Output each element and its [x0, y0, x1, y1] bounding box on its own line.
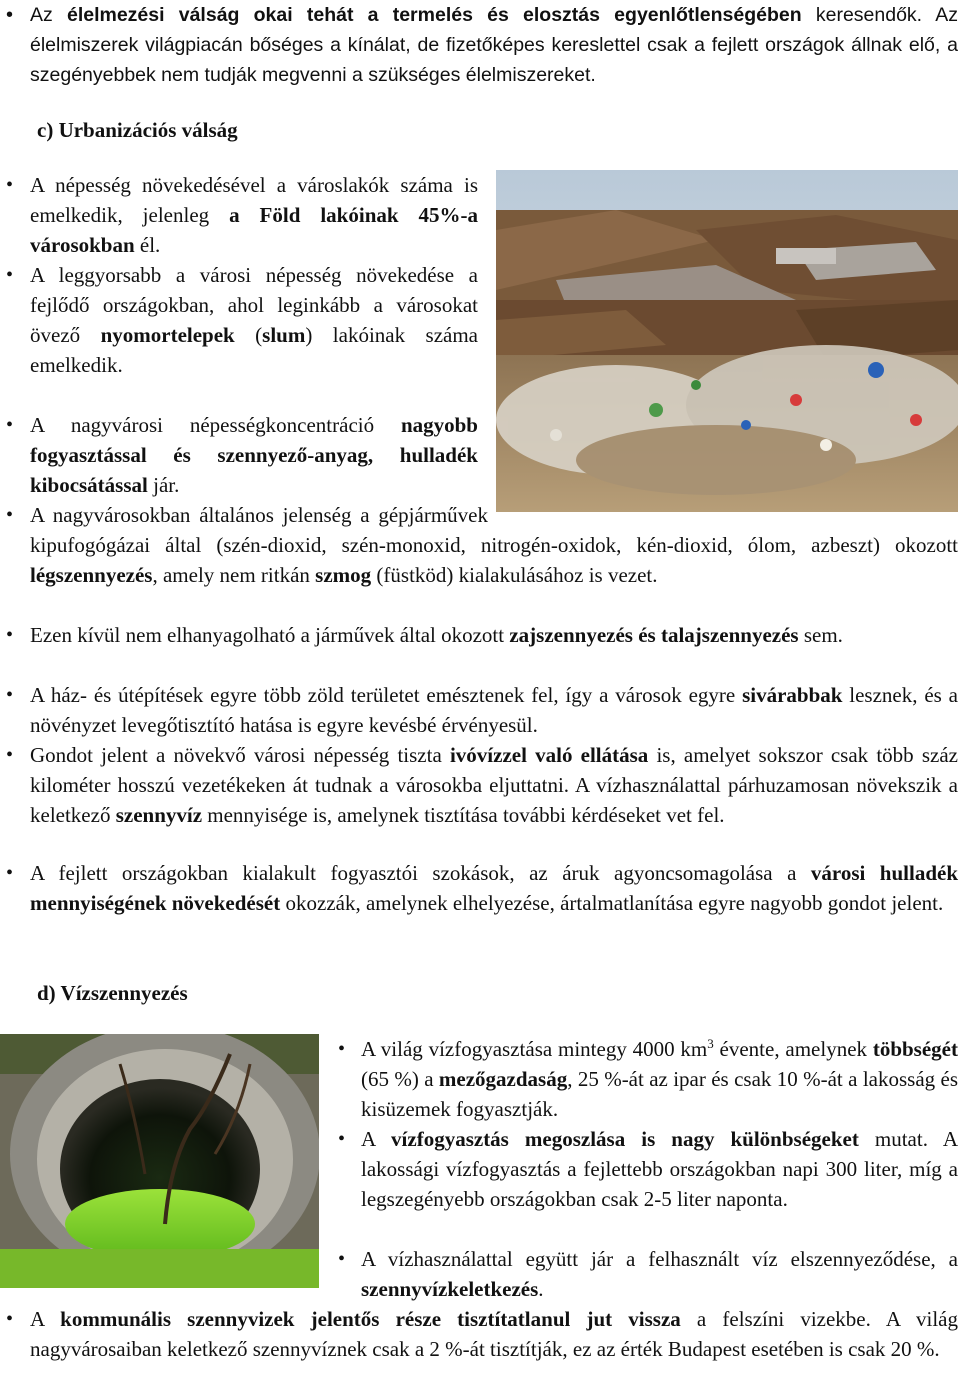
list-item: [30, 260, 478, 380]
list-item: [361, 1124, 958, 1214]
bullet-icon: •: [6, 624, 14, 646]
bullet-icon: •: [6, 4, 14, 26]
bullet-icon: •: [6, 862, 14, 884]
intro-bold: élelmezési válság okai tehát a termelés és elosztás egyenlőtlenségében: [66, 4, 802, 26]
item-text: évente, amelynek: [713, 1037, 873, 1061]
item-bold: a Föld lakóinak 45%-a városokban: [30, 203, 478, 257]
item-text: (65 %) a: [361, 1067, 439, 1091]
bullet-icon: •: [6, 744, 14, 766]
list-item: [30, 170, 478, 260]
item-bold: ivóvízzel való ellátása: [449, 743, 649, 767]
slum-garbage-photo: [496, 170, 958, 512]
item-text: A vízhasználattal együtt jár a felhasznált víz elszennyeződése, a: [361, 1247, 958, 1271]
item-text: Ezen kívül nem elhanyagolható a járművek által okozott: [30, 623, 510, 647]
item-text: A: [361, 1127, 392, 1151]
item-text: .: [538, 1277, 544, 1301]
item-text: A népesség növekedésével a városlakók száma is emelkedik, jelenleg: [30, 173, 478, 227]
list-item: [30, 680, 958, 740]
item-bold: városi hulladék mennyiségének növekedését: [30, 861, 958, 915]
item-bold: szmog: [315, 563, 372, 587]
section-heading-d: d) Vízszennyezés: [37, 981, 188, 1005]
item-bold: nyomortelepek: [100, 323, 235, 347]
item-bold: szennyvíz: [115, 803, 203, 827]
item-text: , amely nem ritkán: [152, 563, 316, 587]
intro-paragraph: [30, 0, 958, 90]
item-text: okozzák, amelynek elhelyezése, ártalmatlanítása egyre nagyobb gondot jelent.: [280, 891, 944, 915]
bullet-icon: •: [338, 1038, 346, 1060]
item-text: ) lakóinak száma emelkedik.: [30, 323, 478, 377]
item-text: A ház- és útépítések egyre több zöld területet emésztenek fel, így a városok egyre: [30, 683, 743, 707]
sewage-pipe-photo: [0, 1034, 319, 1288]
item-text: A: [30, 1307, 61, 1331]
item-bold: vízfogyasztás megoszlása is nagy különbségeket: [391, 1127, 859, 1151]
item-text: (füstköd) kialakulásához is vezet.: [371, 563, 658, 587]
list-item: [30, 1304, 958, 1364]
bullet-icon: •: [6, 414, 14, 436]
item-bold: mezőgazdaság: [438, 1067, 568, 1091]
item-bold: zajszennyezés és talajszennyezés: [509, 623, 799, 647]
item-text: A világ vízfogyasztása mintegy 4000 km: [361, 1037, 708, 1061]
list-item: [30, 410, 478, 500]
item-text: jár.: [147, 473, 180, 497]
bullet-icon: •: [6, 264, 14, 286]
item-text: Gondot jelent a növekvő városi népesség tiszta: [30, 743, 450, 767]
item-text: A nagyvárosokban általános jelenség a gépjárművek kipufogógázai által (szén-dioxid, szén-monoxid, nitrogén-oxidok, kén-dioxid, ólom, azbeszt) okozott: [30, 503, 958, 557]
item-text: lesznek, és a növényzet levegőtisztító hatása is egyre kevésbé érvényesül.: [30, 683, 958, 737]
item-bold: többségét: [872, 1037, 958, 1061]
bullet-icon: •: [6, 1308, 14, 1330]
item-bold: sivárabbak: [742, 683, 843, 707]
item-bold: slum: [262, 323, 306, 347]
item-bold: nagyobb fogyasztással és szennyező-anyag, hulladék kibocsátással: [30, 413, 478, 497]
item-text: (: [234, 323, 263, 347]
bullet-icon: •: [6, 504, 14, 526]
item-superscript: 3: [707, 1036, 714, 1051]
list-item: [30, 740, 958, 830]
item-text: a felszíni vizekbe. A világ nagyvárosaiban keletkező szennyvíznek csak a 2 %-át tisztítják, ez az érték Budapest esetében is csak 20 %.: [30, 1307, 958, 1361]
intro-text: Az élelmiszerek világpiacán bőséges a kínálat, de fizetőképes kereslettel csak a fejlett országok állnak elő, a szegényebbek nem tudják megvenni a szükséges élelmiszereket.: [30, 4, 958, 86]
list-item: [30, 500, 958, 590]
item-text: A leggyorsabb a városi népesség növekedése a fejlődő országokban, ahol leginkább a városokat övező: [30, 263, 478, 347]
list-item: [30, 858, 958, 918]
list-item: [361, 1034, 958, 1124]
item-text: is, amelyet sokszor csak több száz kilométer hosszú vezetékeken át tudnak a városokba eljuttatni. A vízhasználattal párhuzamosan növekszik a keletkező: [30, 743, 958, 827]
section-heading-c: c) Urbanizációs válság: [37, 118, 238, 142]
bullet-icon: •: [338, 1248, 346, 1270]
item-text: mennyisége is, amelynek tisztítása további kérdéseket vet fel.: [202, 803, 725, 827]
item-text: , 25 %-át az ipar és csak 10 %-át a lakosság és kisüzemek fogyasztják.: [361, 1067, 958, 1121]
item-text: sem.: [798, 623, 843, 647]
bullet-icon: •: [6, 684, 14, 706]
item-bold: légszennyezés: [30, 563, 153, 587]
intro-text: keresendők.: [801, 4, 923, 26]
bullet-icon: •: [6, 174, 14, 196]
item-text: mutat. A lakossági vízfogyasztás a fejlettebb országokban napi 300 liter, míg a legszegényebb országokban csak 2-5 liter naponta.: [361, 1127, 958, 1211]
item-bold: szennyvízkeletkezés: [361, 1277, 539, 1301]
item-bold: kommunális szennyvizek jelentős része tisztítatlanul jut vissza: [60, 1307, 681, 1331]
bullet-icon: •: [338, 1128, 346, 1150]
item-text: A nagyvárosi népességkoncentráció: [30, 413, 401, 437]
item-text: A fejlett országokban kialakult fogyasztói szokások, az áruk agyoncsomagolása a: [30, 861, 811, 885]
item-text: él.: [134, 233, 161, 257]
intro-text: Az: [30, 4, 67, 26]
list-item: [30, 620, 958, 650]
list-item: [361, 1244, 958, 1304]
